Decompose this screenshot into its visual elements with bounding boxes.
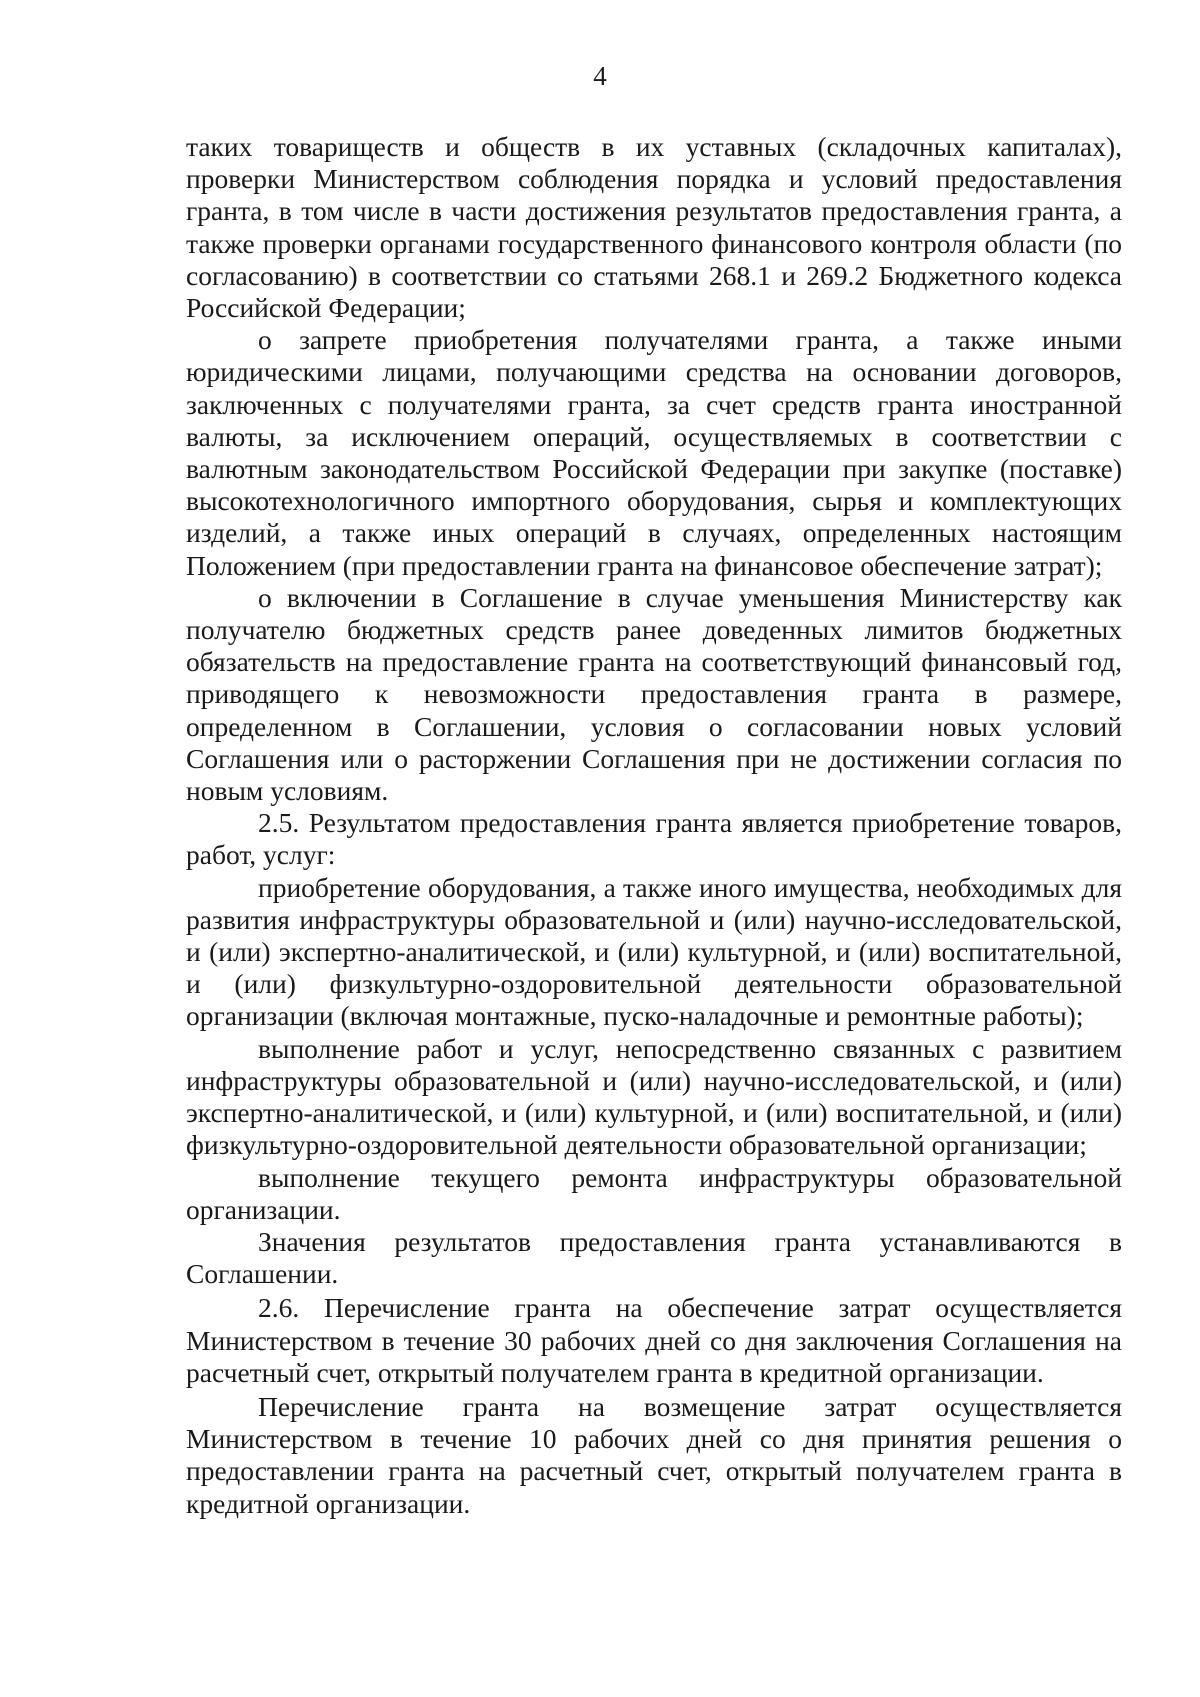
paragraph-reimbursement-transfer: Перечисление гранта на возмещение затрат осуществляется Министерством в течение 10 рабочих дней со дня принятия решения о предоставлении гранта на расчетный счет, открытый получателем гранта в кредитной организации.	[186, 1390, 1122, 1519]
paragraph-2-6-transfer: 2.6. Перечисление гранта на обеспечение затрат осуществляется Министерством в течение 30 рабочих дней со дня заключения Соглашения на расчетный счет, открытый получателем гранта в кредитной организации.	[186, 1292, 1122, 1388]
paragraph-currency-ban: о запрете приобретения получателями гранта, а также иными юридическими лицами, получающими средства на основании договоров, заключенных с получателями гранта, за счет средств гранта иностранной валюты, за исключением операций, осуществляемых в соответствии с валютным законодательством Российской Федерации при закупке (поставке) высокотехнологичного импортного оборудования, сырья и комплектующих изделий, а также иных операций в случаях, определенных настоящим Положением (при предоставлении гранта на финансовое обеспечение затрат);	[186, 324, 1122, 581]
document-body	[186, 131, 1122, 1520]
paragraph-works-services: выполнение работ и услуг, непосредственно связанных с развитием инфраструктуры образовательной и (или) научно-исследовательской, и (или) экспертно-аналитической, и (или) культурной, и (или) воспитательной, и (или) физкультурно-оздоровительной деятельности образовательной организации;	[186, 1032, 1122, 1161]
paragraph-2-5-result: 2.5. Результатом предоставления гранта является приобретение товаров, работ, услуг:	[186, 807, 1122, 871]
paragraph-continuation: таких товариществ и обществ в их уставных (складочных капиталах), проверки Министерством соблюдения порядка и условий предоставления гранта, в том числе в части достижения результатов предоставления гранта, а также проверки органами государственного финансового контроля области (по согласованию) в соответствии со статьями 268.1 и 269.2 Бюджетного кодекса Российской Федерации;	[186, 131, 1122, 324]
page-number: 4	[593, 61, 607, 91]
paragraph-result-values: Значения результатов предоставления гранта устанавливаются в Соглашении.	[186, 1225, 1122, 1290]
paragraph-current-repair: выполнение текущего ремонта инфраструктуры образовательной организации.	[186, 1161, 1122, 1225]
paragraph-limits-reduction: о включении в Соглашение в случае уменьшения Министерству как получателю бюджетных средств ранее доведенных лимитов бюджетных обязательств на предоставление гранта на соответствующий финансовый год, приводящего к невозможности предоставления гранта в размере, определенном в Соглашении, условия о согласовании новых условий Соглашения или о расторжении Соглашения при не достижении согласия по новым условиям.	[186, 581, 1122, 807]
paragraph-equipment-purchase: приобретение оборудования, а также иного имущества, необходимых для развития инфраструктуры образовательной и (или) научно-исследовательской, и (или) экспертно-аналитической, и (или) культурной, и (или) воспитательной, и (или) физкультурно-оздоровительной деятельности образовательной организации (включая монтажные, пуско-наладочные и ремонтные работы);	[186, 871, 1122, 1032]
